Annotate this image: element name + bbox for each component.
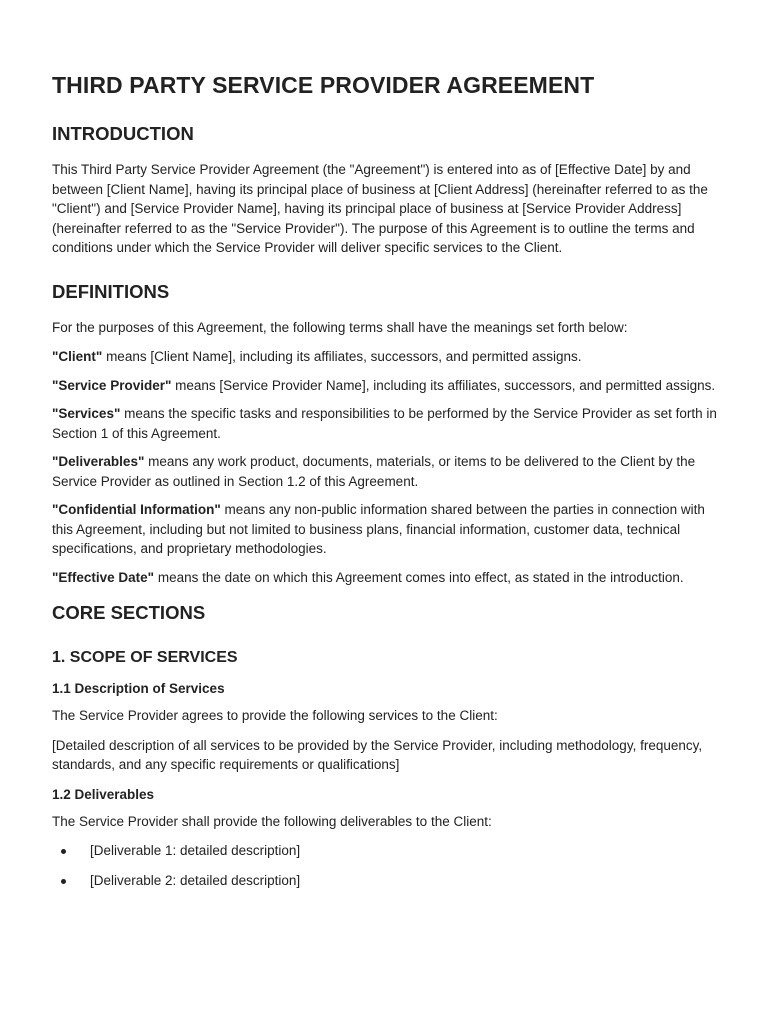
document-title: THIRD PARTY SERVICE PROVIDER AGREEMENT xyxy=(52,72,595,98)
definition-meaning: means [Client Name], including its affiliates, successors, and permitted assigns. xyxy=(102,349,582,364)
definition-item xyxy=(52,568,724,588)
definition-meaning: means any non-public information shared between the parties in connection with this Agreement, including but not limited to business plans, financial information, customer data, technical specifications, and proprietary methodologies. xyxy=(52,502,705,556)
definition-term: "Deliverables" xyxy=(52,454,145,469)
definition-item xyxy=(52,376,724,396)
description-of-services-text: The Service Provider agrees to provide the following services to the Client: xyxy=(52,708,498,723)
definition-meaning: means the specific tasks and responsibilities to be performed by the Service Provider as set forth in Section 1 of this Agreement. xyxy=(52,406,717,441)
definition-item xyxy=(52,347,724,367)
core-sections-heading: CORE SECTIONS xyxy=(52,602,206,623)
definition-item xyxy=(52,452,724,491)
definition-meaning: means [Service Provider Name], including its affiliates, successors, and permitted assigns. xyxy=(171,377,716,393)
scope-of-services-heading: 1. SCOPE OF SERVICES xyxy=(52,649,238,666)
list-item xyxy=(52,871,724,891)
deliverable-text: [Deliverable 1: detailed description] xyxy=(90,843,301,858)
definition-term: "Client" xyxy=(52,349,103,364)
bullet-icon xyxy=(61,879,66,884)
deliverable-text: [Deliverable 2: detailed description] xyxy=(90,872,301,888)
deliverables-list xyxy=(52,841,724,890)
definition-term: "Service Provider" xyxy=(52,377,172,393)
introduction-paragraph: This Third Party Service Provider Agreement (the "Agreement") is entered into as of [Effective Date] by and between [Client Name], having its principal place of business at [Client Address] (hereinafter referred to as the "Client") and [Service Provider Name], having its principal place of business at [Service Provider Address] (hereinafter referred to as the "Service Provider"). The purpose of this Agreement is to outline the terms and conditions under which the Service Provider will deliver specific services to the Client. xyxy=(52,162,708,255)
definitions-heading: DEFINITIONS xyxy=(52,280,170,302)
definition-meaning: means the date on which this Agreement comes into effect, as stated in the introduction. xyxy=(154,569,684,585)
list-item xyxy=(52,841,724,861)
bullet-icon xyxy=(61,849,66,854)
definition-item xyxy=(52,404,724,443)
description-of-services-heading: 1.1 Description of Services xyxy=(52,681,225,696)
deliverables-heading: 1.2 Deliverables xyxy=(52,786,155,802)
definition-item xyxy=(52,500,724,559)
definition-meaning: means any work product, documents, materials, or items to be delivered to the Client by the Service Provider as outlined in Section 1.2 of this Agreement. xyxy=(52,454,696,489)
definition-term: "Effective Date" xyxy=(52,569,155,585)
description-of-services-placeholder: [Detailed description of all services to be provided by the Service Provider, including methodology, frequency, standards, and any specific requirements or qualifications] xyxy=(52,737,703,772)
definition-term: "Confidential Information" xyxy=(52,502,221,517)
introduction-heading: INTRODUCTION xyxy=(52,123,194,144)
definition-term: "Services" xyxy=(52,406,121,421)
definitions-lead: For the purposes of this Agreement, the following terms shall have the meanings set forth below: xyxy=(52,319,628,335)
deliverables-text: The Service Provider shall provide the following deliverables to the Client: xyxy=(52,813,492,829)
